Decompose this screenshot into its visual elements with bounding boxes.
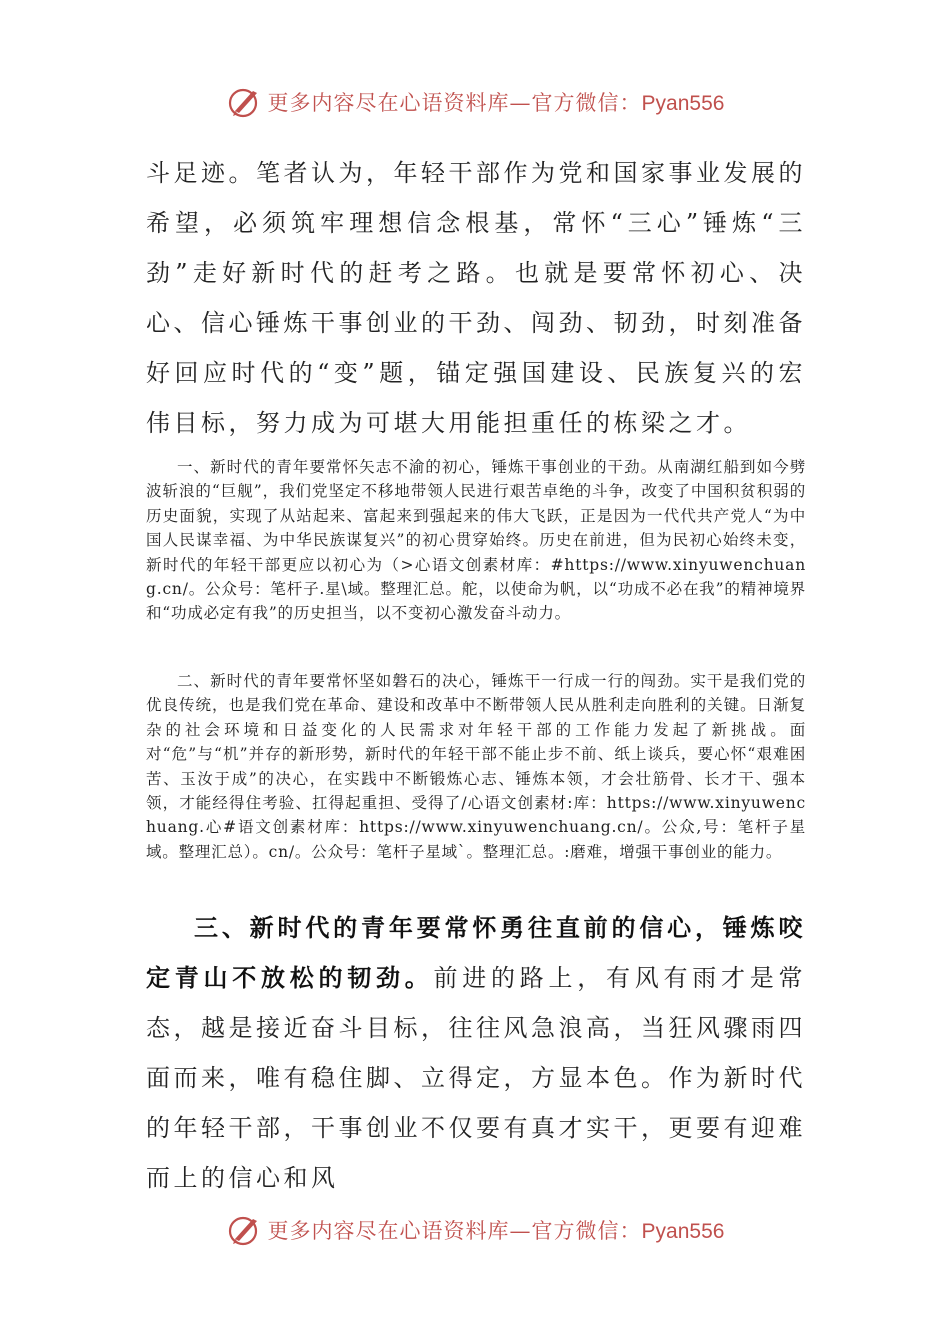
point-three-heading: 三、新时代的青年要常怀勇往直前的信心，锤炼咬定青山不放松的韧劲。 <box>146 913 806 992</box>
header-banner <box>0 80 950 124</box>
point-three-paragraph <box>146 903 806 1203</box>
pen-logo-icon <box>226 1212 262 1248</box>
continuation-paragraph: 斗足迹。笔者认为，年轻干部作为党和国家事业发展的希望，必须筑牢理想信念根基，常怀“三心”锤炼“三劲”走好新时代的赶考之路。也就是要常怀初心、决心、信心锤炼干事创业的干劲、闯劲、韧劲，时刻准备好回应时代的“变”题，锚定强国建设、民族复兴的宏伟目标，努力成为可堪大用能担重任的栋梁之才。 <box>146 159 806 437</box>
wechat-id: Pyan556 <box>641 1220 725 1243</box>
banner-text: 更多内容尽在心语资料库—官方微信：Pyan556 <box>267 91 725 115</box>
wechat-id: Pyan556 <box>641 92 725 115</box>
point-two-paragraph: 二、新时代的青年要常怀坚如磐石的决心，锤炼干一行成一行的闯劲。实干是我们党的优良传统，也是我们党在革命、建设和改革中不断带领人民从胜利走向胜利的关键。日渐复杂的社会环境和日益变化的人民需求对年轻干部的工作能力发起了新挑战。面对“危”与“机”并存的新形势，新时代的年轻干部不能止步不前、纸上谈兵，要心怀“艰难困苦、玉汝于成”的决心，在实践中不断锻炼心志、锤炼本领，才会壮筋骨、长才干、强本领，才能经得住考验、扛得起重担、受得了/心语文创素材:库：https://www.xinyuwenchuang.心#语文创素材库：https://www.xinyuwenchuang.cn/。公众,号：笔杆子星域。整理汇总）。cn/。公众号：笔杆子星域`。整理汇总。:磨难，增强干事创业的能力。 <box>146 672 806 861</box>
banner-text: 更多内容尽在心语资料库—官方微信：Pyan556 <box>267 1219 725 1243</box>
point-one-paragraph: 一、新时代的青年要常怀矢志不渝的初心，锤炼干事创业的干劲。从南湖红船到如今劈波斩浪的“巨舰”，我们党坚定不移地带领人民进行艰苦卓绝的斗争，改变了中国积贫积弱的历史面貌，实现了从站起来、富起来到强起来的伟大飞跃，正是因为一代代共产党人“为中国人民谋幸福、为中华民族谋复兴”的初心贯穿始终。历史在前进，但为民初心始终未变，新时代的年轻干部更应以初心为（>心语文创素材库：#https://www.xinyuwenchuang.cn/。公众号：笔杆子.星\域。整理汇总。舵，以使命为帆，以“功成不必在我”的精神境界和“功成必定有我”的历史担当，以不变初心激发奋斗动力。 <box>146 458 806 623</box>
footer-banner <box>0 1208 950 1252</box>
pen-logo-icon <box>226 84 262 120</box>
point-three-body: 前进的路上，有风有雨才是常态，越是接近奋斗目标，往往风急浪高，当狂风骤雨四面而来，唯有稳住脚、立得定，方显本色。作为新时代的年轻干部，干事创业不仅要有真才实干，更要有迎难而上的信心和风 <box>146 964 806 1192</box>
